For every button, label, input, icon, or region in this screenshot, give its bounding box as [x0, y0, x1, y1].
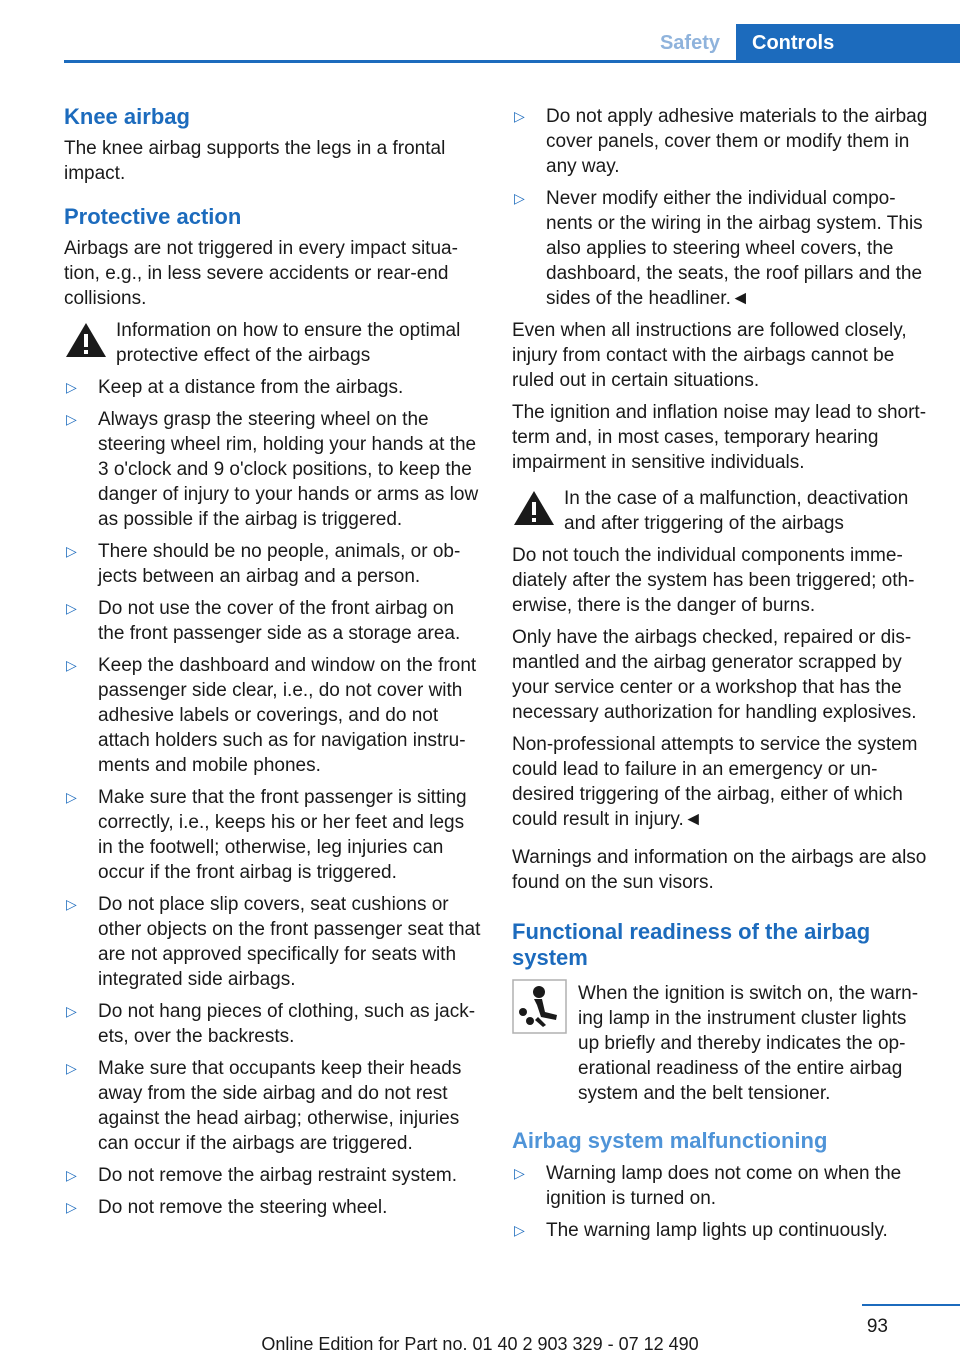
list-item: ▷ Do not place slip covers, seat cushions or other objects on the front passenger seat that are not approved specifically for seats with integrated side airbags. [66, 894, 481, 990]
paragraph: Do not touch the individual components immediately after the system has been triggered; otherwise, there is the danger of burns. [512, 545, 915, 616]
list-item: ▷ Do not hang pieces of clothing, such as jackets, over the backrests. [66, 1001, 476, 1047]
warning-note-text: Information on how to ensure the optimal protective effect of the airbags [116, 320, 461, 366]
list-item: ▷ Warning lamp does not come on when the ignition is turned on. [514, 1163, 902, 1209]
triangle-right-icon: ▷ [66, 1060, 77, 1076]
airbag-malfunction-heading: Airbag system malfunctioning [512, 1128, 828, 1153]
knee-airbag-text: The knee airbag supports the legs in a frontal impact. [64, 138, 446, 184]
paragraph: Even when all instructions are followed closely, injury from contact with the airbags cannot be ruled out in certain situations. [512, 320, 907, 391]
section-tab-safety: Safety [659, 32, 720, 54]
list-item: ▷ Do not use the cover of the front airbag on the front passenger side as a storage area. [66, 598, 461, 644]
footer-divider [862, 1304, 960, 1306]
list-item: ▷ Do not apply adhesive materials to the airbag cover panels, cover them or modify them in any way. [514, 106, 928, 177]
protective-action-text: Airbags are not triggered in every impact situation, e.g., in less severe accidents or rear-end collisions. [64, 238, 458, 309]
triangle-right-icon: ▷ [66, 600, 77, 616]
paragraph: Warnings and information on the airbags are also found on the sun visors. [512, 847, 927, 893]
triangle-right-icon: ▷ [514, 108, 525, 124]
triangle-right-icon: ▷ [66, 657, 77, 673]
list-item: ▷ Always grasp the steering wheel on the steering wheel rim, holding your hands at the 3 o'clock and 9 o'clock positions, to keep the danger of injury to your hands or arms as low as possible if the airbag is triggered. [66, 409, 479, 530]
section-tab-controls: Controls [736, 24, 960, 60]
right-bullet-list [512, 104, 930, 311]
list-item: ▷ Make sure that the front passenger is sitting correctly, i.e., keeps his or her feet and legs in the footwell; otherwise, leg injuries can occur if the front airbag is triggered. [66, 787, 467, 883]
list-item: ▷ The warning lamp lights up continuously. [514, 1220, 888, 1241]
list-item: ▷ Do not remove the steering wheel. [66, 1197, 388, 1218]
functional-readiness-heading: Functional readiness of the airbag system [512, 919, 871, 970]
triangle-right-icon: ▷ [66, 411, 77, 427]
malfunction-bullet-list [512, 1161, 930, 1243]
triangle-right-icon: ▷ [66, 789, 77, 805]
list-item: ▷ Never modify either the individual components or the wiring in the airbag system. This also applies to steering wheel covers, the dashboard, the seats, the roof pillars and the sides of the headliner.◄ [514, 188, 923, 309]
page-number: 93 [866, 1316, 888, 1337]
airbag-lamp-text: When the ignition is switch on, the warning lamp in the instrument cluster lights up briefly and thereby indicates the operational readiness of the entire airbag system and the belt tensioner. [578, 983, 919, 1104]
left-bullet-list [64, 375, 482, 1220]
triangle-right-icon: ▷ [514, 1222, 525, 1238]
triangle-right-icon: ▷ [66, 1003, 77, 1019]
triangle-right-icon: ▷ [66, 1167, 77, 1183]
knee-airbag-heading: Knee airbag [64, 104, 190, 129]
protective-action-heading: Protective action [64, 204, 242, 229]
left-column [64, 100, 482, 1227]
right-column [512, 100, 930, 1250]
edition-footer: Online Edition for Part no. 01 40 2 903 329 - 07 12 490 [261, 1334, 699, 1354]
paragraph: Non-professional attempts to service the system could lead to failure in an emergency or undesired triggering of the airbag, either of which could result in injury.◄ [512, 734, 918, 830]
triangle-right-icon: ▷ [514, 190, 525, 206]
header-divider [64, 60, 960, 63]
warning-note [512, 486, 930, 536]
page-header [0, 24, 960, 62]
airbag-warning-lamp-icon [512, 979, 567, 1034]
triangle-right-icon: ▷ [66, 896, 77, 912]
list-item: ▷ Keep at a distance from the airbags. [66, 377, 404, 398]
warning-triangle-icon [64, 320, 108, 360]
triangle-right-icon: ▷ [66, 1199, 77, 1215]
triangle-right-icon: ▷ [514, 1165, 525, 1181]
paragraph: The ignition and inflation noise may lead to short-term and, in most cases, temporary hearing impairment in sensitive individuals. [512, 402, 927, 473]
paragraph: Only have the airbags checked, repaired or dismantled and the airbag generator scrapped by your service center or a workshop that has the necessary authorization for handling explosives. [512, 627, 917, 723]
warning-note [64, 318, 482, 368]
triangle-right-icon: ▷ [66, 543, 77, 559]
triangle-right-icon: ▷ [66, 379, 77, 395]
airbag-lamp-note [512, 981, 930, 1106]
list-item: ▷ Make sure that occupants keep their heads away from the side airbag and do not rest against the head airbag; otherwise, injuries can occur if the airbags are triggered. [66, 1058, 462, 1154]
list-item: ▷ Do not remove the airbag restraint system. [66, 1165, 458, 1186]
list-item: ▷ There should be no people, animals, or objects between an airbag and a person. [66, 541, 461, 587]
list-item: ▷ Keep the dashboard and window on the front passenger side clear, i.e., do not cover with adhesive labels or coverings, and do not attach holders such as for navigation instruments and mobile phones. [66, 655, 477, 776]
warning-triangle-icon [512, 488, 556, 528]
warning-note-text: In the case of a malfunction, deactivation and after triggering of the airbags [564, 488, 909, 534]
